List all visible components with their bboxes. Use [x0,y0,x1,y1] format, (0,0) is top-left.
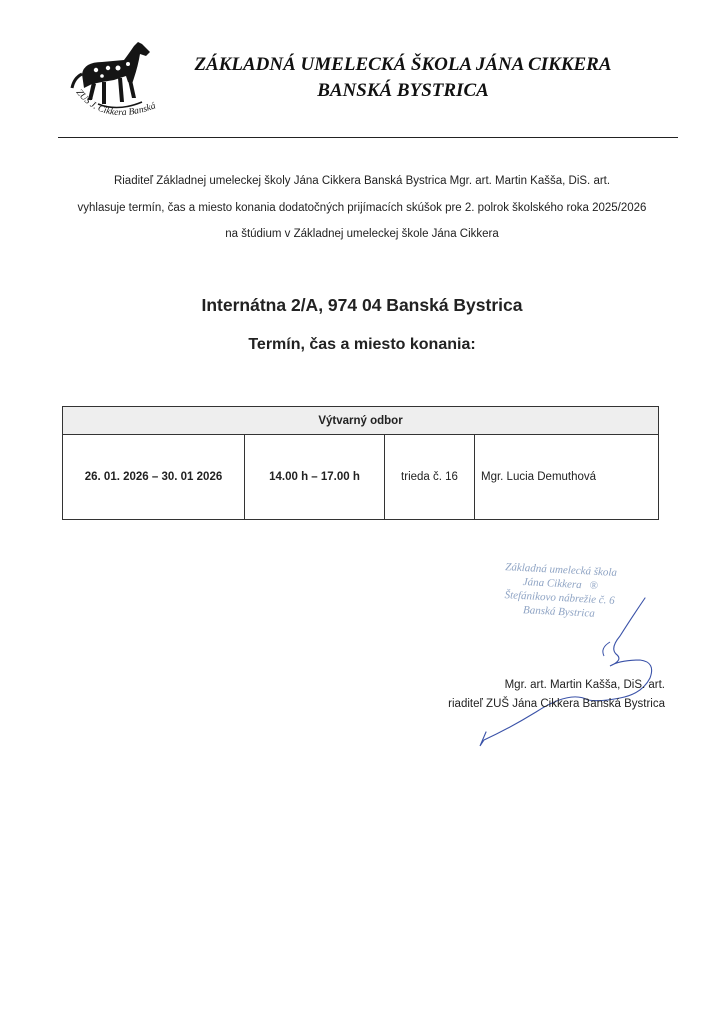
table-row [63,435,659,520]
stamp-registered-mark: ® [589,579,599,592]
school-name-line-2: BANSKÁ BYSTRICA [317,80,489,101]
intro-line-1: Riaditeľ Základnej umeleckej školy Jána Cikkera Banská Bystrica Mgr. art. Martin Kašša, DiS. art. [113,175,611,187]
signer-block [420,676,665,714]
school-name-line-1: ZÁKLADNÁ UMELECKÁ ŠKOLA JÁNA CIKKERA [194,54,612,75]
intro-paragraph [40,168,684,248]
school-logo [62,38,162,134]
room-cell: trieda č. 16 [385,435,475,520]
stamp-line-3: Štefánikovo nábrežie č. 6 [504,589,615,607]
department-header: Výtvarný odbor [63,407,659,435]
date-range-cell: 26. 01. 2026 – 30. 01 2026 [63,435,245,520]
stamp-line-2: Jána Cikkera [522,576,582,592]
intro-line-3: na štúdium v Základnej umeleckej škole Jána Cikkera [225,228,499,240]
signer-role: riaditeľ ZUŠ Jána Cikkera Banská Bystrica [448,698,665,710]
schedule-subtitle: Termín, čas a miesto konania: [248,336,476,353]
stamp-line-1: Základná umelecká škola [504,561,618,579]
intro-line-2: vyhlasuje termín, čas a miesto konania dodatočných prijímacích skúšok pre 2. polrok školského roka 2025/2026 [77,201,647,214]
schedule-table [62,406,659,520]
handwritten-signature-icon [470,590,670,750]
time-range-cell: 14.00 h – 17.00 h [245,435,385,520]
stamp-line-4: Banská Bystrica [522,604,596,620]
school-name [168,52,638,104]
signer-name: Mgr. art. Martin Kašša, DiS. art. [504,679,665,691]
logo-text: ZUŠ J. Cikkera Banská [73,87,158,119]
table-header-row [63,407,659,435]
teacher-cell: Mgr. Lucia Demuthová [475,435,659,520]
address-heading: Internátna 2/A, 974 04 Banská Bystrica [201,295,523,315]
header-divider [58,137,678,138]
horse-logo-icon [62,38,162,134]
